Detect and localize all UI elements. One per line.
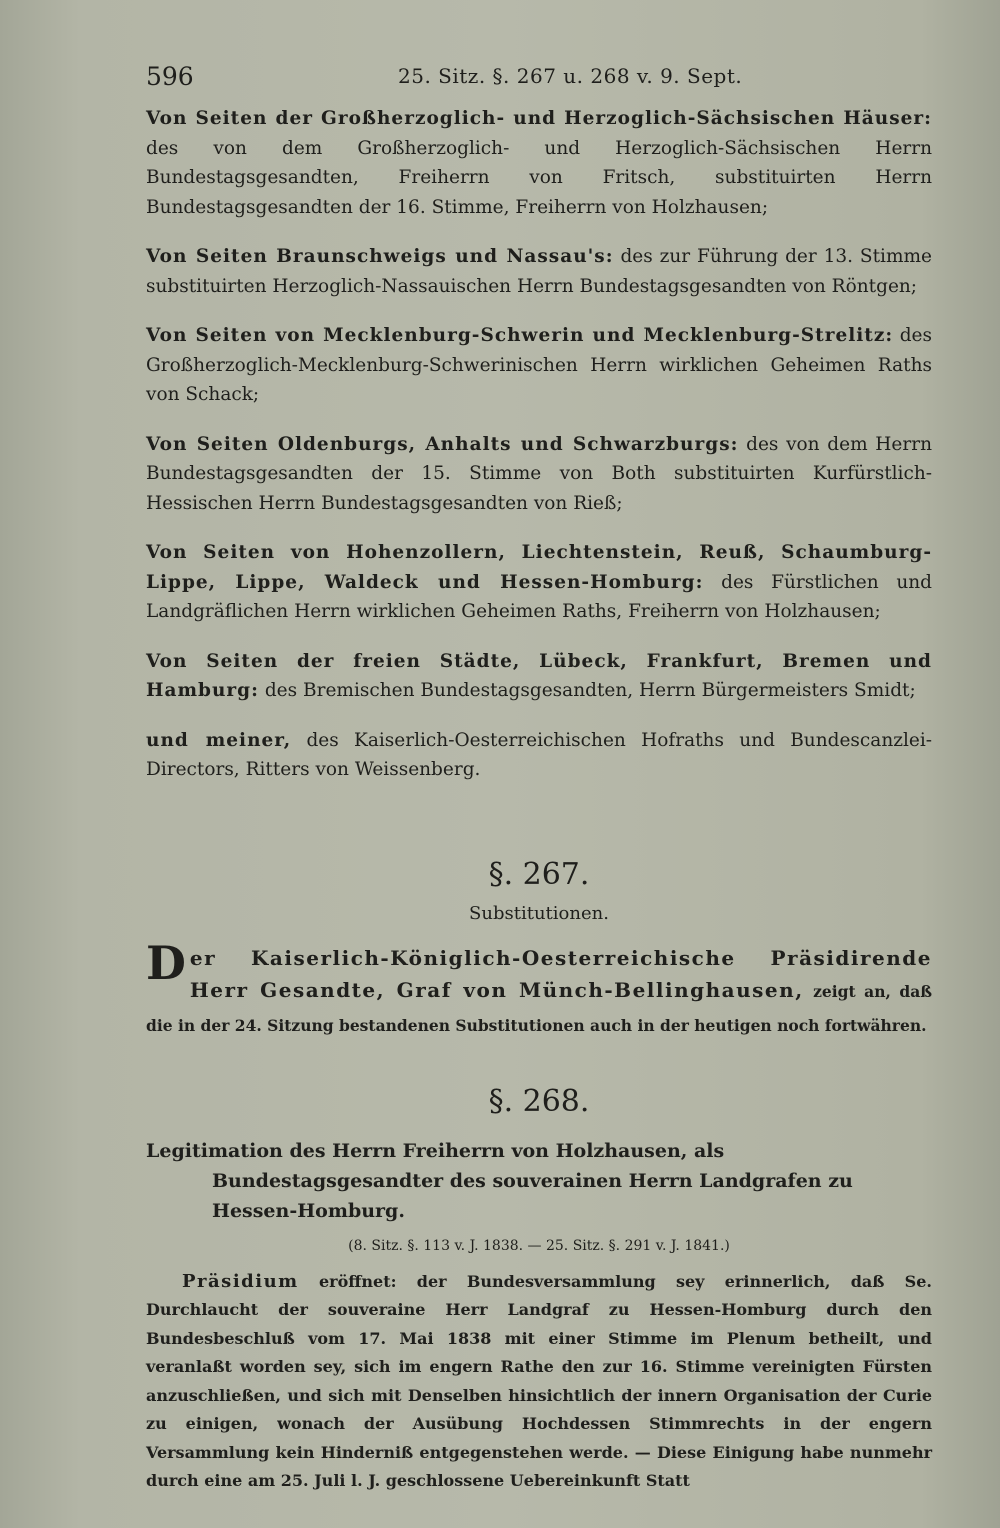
paragraph-text: des von dem Herrn Bundestagsgesandten der 15. Stimme von Both substituirten Kurfürstlich-Hessischen Herrn Bundestagsgesandten von Rieß; bbox=[146, 433, 932, 514]
attendance-paragraph bbox=[146, 647, 932, 706]
paragraph-lead: Von Seiten von Mecklenburg-Schwerin und Mecklenburg-Strelitz: bbox=[146, 325, 894, 346]
section-268-title: Legitimation des Herrn Freiherrn von Holzhausen, als Bundestagsgesandter des souverainen Herrn Landgrafen zu Hessen-Homburg. bbox=[146, 1140, 853, 1222]
attendance-paragraph bbox=[146, 538, 932, 627]
paragraph-text: des Kaiserlich-Oesterreichischen Hofraths und Bundescanzlei-Directors, Ritters von Weissenberg. bbox=[146, 729, 933, 780]
attendance-paragraph bbox=[146, 321, 932, 410]
section-267-subtitle: Substitutionen. bbox=[469, 902, 609, 924]
paragraph-text: des Fürstlichen und Landgräflichen Herrn wirklichen Geheimen Raths, Freiherrn von Holzhausen; bbox=[146, 571, 932, 622]
paragraph-lead: Von Seiten Oldenburgs, Anhalts und Schwarzburgs: bbox=[146, 433, 739, 455]
section-267-lead: er Kaiserlich-Königlich-Oesterreichische Präsidirende Herr Gesandte, Graf von Münch-Bellinghausen, bbox=[189, 946, 932, 1002]
attendance-paragraph bbox=[146, 242, 932, 301]
section-268-body: eröffnet: der Bundesversammlung sey erinnerlich, daß Se. Durchlaucht der souveraine Herr Landgraf zu Hessen-Homburg durch den Bundesbeschluß vom 17. Mai 1838 mit einer Stimme im Plenum betheilt, und veranlaßt worden sey, sich im engern Rathe den zur 16. Stimme vereinigten Fürsten anzuschließen, und sich mit Denselben hinsichtlich der innern Organisation der Curie zu einigen, wonach der Ausübung Hochdessen Stimmrechts in der engern Versammlung kein Hinderniß entgegenstehen werde. — Diese Einigung habe nunmehr durch eine am 25. Juli l. J. geschlossene Uebereinkunft Statt bbox=[146, 1271, 932, 1490]
paragraph-text: des Bremischen Bundestagsgesandten, Herrn Bürgermeisters Smidt; bbox=[264, 680, 916, 701]
section-267-body: zeigt an, daß die in der 24. Sitzung bestandenen Substitutionen auch in der heutigen noch fortwähren. bbox=[146, 982, 933, 1035]
section-268-lead: Präsidium bbox=[182, 1270, 299, 1292]
drop-cap: D bbox=[146, 936, 186, 990]
page-header bbox=[146, 62, 932, 98]
paragraph-lead: Von Seiten der freien Städte, Lübeck, Frankfurt, Bremen und Hamburg: bbox=[146, 650, 932, 701]
paragraph-lead: Von Seiten von Hohenzollern, Liechtenstein, Reuß, Schaumburg-Lippe, Lippe, Waldeck und Hessen-Homburg: bbox=[146, 542, 932, 593]
attendance-paragraph bbox=[146, 104, 932, 222]
paragraph-text: des Großherzoglich-Mecklenburg-Schwerinischen Herrn wirklichen Geheimen Raths von Schack; bbox=[146, 325, 932, 405]
paragraph-lead: Von Seiten der Großherzoglich- und Herzoglich-Sächsischen Häuser: bbox=[146, 108, 932, 129]
page-number: 596 bbox=[146, 62, 194, 91]
section-268-text bbox=[146, 1268, 932, 1496]
attendance-paragraph bbox=[146, 430, 932, 519]
body-text bbox=[146, 104, 932, 1496]
attendance-paragraph bbox=[146, 726, 932, 785]
section-268-number: §. 268. bbox=[488, 1084, 590, 1119]
section-267-text bbox=[146, 936, 933, 1042]
paragraph-text: des von dem Großherzoglich- und Herzoglich-Sächsischen Herrn Bundestagsgesandten, Freiherrn von Fritsch, substituirten Herrn Bundestagsgesandten der 16. Stimme, Freiherrn von Holzhausen; bbox=[146, 137, 932, 218]
running-head: 25. Sitz. §. 267 u. 268 v. 9. Sept. bbox=[398, 64, 743, 88]
section-268-reference: (8. Sitz. §. 113 v. J. 1838. — 25. Sitz. §. 291 v. J. 1841.) bbox=[348, 1238, 730, 1254]
paragraph-text: des zur Führung der 13. Stimme substituirten Herzoglich-Nassauischen Herrn Bundestagsgesandten von Röntgen; bbox=[146, 246, 932, 297]
paragraph-lead: und meiner, bbox=[146, 729, 292, 751]
paragraph-lead: Von Seiten Braunschweigs und Nassau's: bbox=[146, 246, 614, 267]
section-267-number: §. 267. bbox=[488, 856, 590, 892]
